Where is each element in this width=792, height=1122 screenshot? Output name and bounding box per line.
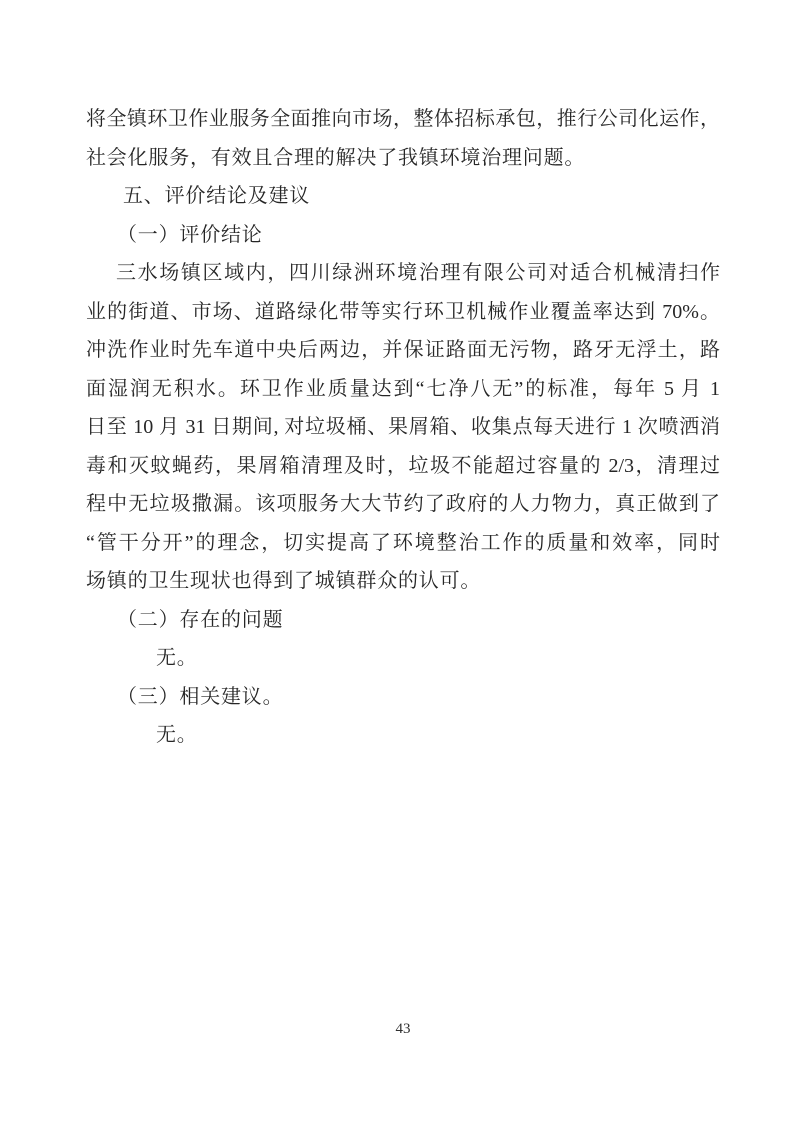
paragraph-line: 冲洗作业时先车道中央后两边，并保证路面无污物，路牙无浮土，路	[86, 339, 720, 361]
paragraph-line: 社会化服务，有效且合理的解决了我镇环境治理问题。	[86, 146, 586, 169]
paragraph-line: 毒和灭蚊蝇药，果屑箱清理及时，垃圾不能超过容量的 2/3，清理过	[86, 454, 720, 477]
paragraph-line: “管干分开”的理念，切实提高了环境整治工作的质量和效率，同时	[86, 531, 720, 554]
paragraph-line: 三水场镇区域内，四川绿洲环境治理有限公司对适合机械清扫作	[116, 262, 720, 284]
answer-text: 无。	[156, 724, 198, 746]
subsection-heading: （一）评价结论	[117, 223, 263, 246]
paragraph-line: 场镇的卫生现状也得到了城镇群众的认可。	[86, 570, 482, 592]
paragraph-line: 日至 10 月 31 日期间, 对垃圾桶、果屑箱、收集点每天进行 1 次喷洒消	[86, 416, 720, 438]
paragraph-line: 业的街道、市场、道路绿化带等实行环卫机械作业覆盖率达到 70%。	[86, 300, 720, 323]
document-body	[86, 100, 720, 755]
answer-text: 无。	[156, 647, 198, 669]
paragraph-line: 面湿润无积水。环卫作业质量达到“七净八无”的标准，每年 5 月 1	[86, 377, 720, 400]
subsection-heading: （二）存在的问题	[117, 608, 284, 631]
section-heading: 五、评价结论及建议	[123, 185, 311, 207]
subsection-heading: （三）相关建议。	[117, 685, 284, 708]
page-number: 43	[395, 1021, 411, 1037]
paragraph-line: 将全镇环卫作业服务全面推向市场，整体招标承包，推行公司化运作，	[86, 108, 720, 130]
paragraph-line: 程中无垃圾撒漏。该项服务大大节约了政府的人力物力，真正做到了	[86, 493, 720, 515]
